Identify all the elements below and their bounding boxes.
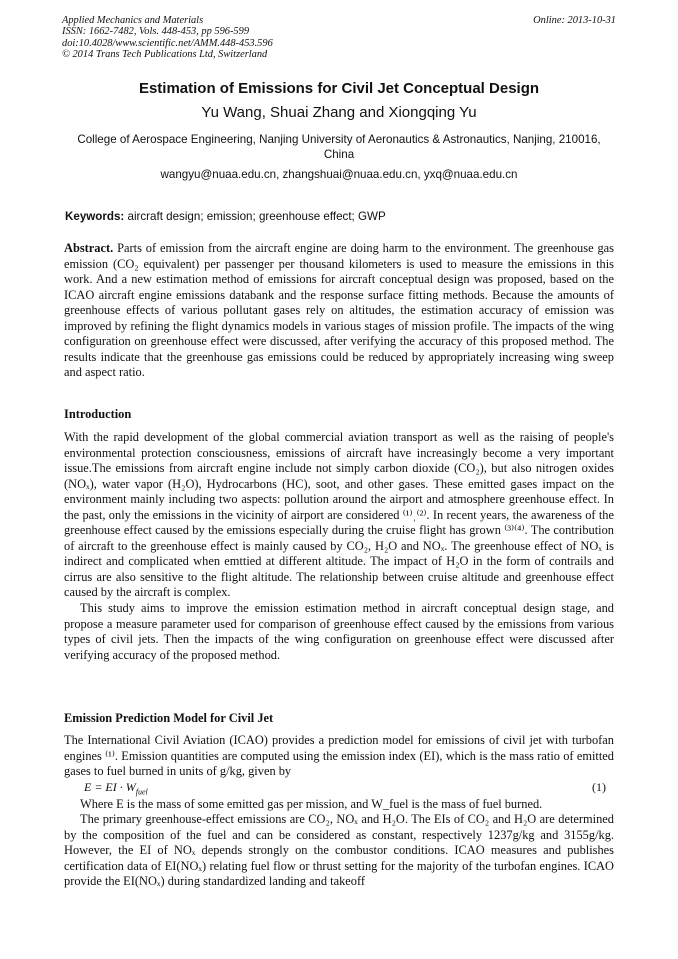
keywords-text: aircraft design; emission; greenhouse effect; GWP	[124, 210, 386, 223]
equation-formula: E = EI · $W_{fuel}$	[84, 779, 148, 797]
abstract	[64, 241, 614, 381]
section-heading-emission-model: Emission Prediction Model for Civil Jet	[64, 711, 274, 725]
intro-paragraph-1: With the rapid development of the global commercial aviation transport as well as the raising of people's environmental protection consciousness, emissions of aircraft have increasingly become a very important issue.The emissions from aircraft engine include not simply carbon dioxide (CO₂), but also nitrogen oxides (NOₓ), water vapor (H₂O), Hydrocarbons (HC), soot, and other gases. These emitted gases impact on the environment mainly including two aspects: pollution around the airport and atmosphere greenhouse effect. In the past, only the emissions in the vicinity of airport are considered ⁽¹⁾ˌ⁽²⁾. In recent years, the awareness of the greenhouse effect caused by the emissions especially during the cruise flight has grown ⁽³⁾⁽⁴⁾. The contribution of aircraft to the greenhouse effect is mainly caused by CO₂, H₂O and NOₓ. The greenhouse effect of NOₓ is indirect and complicated when emttied at different altitude. The impact of H₂O in the form of contrails and cirrus are also sensitive to the flight altitude. The relationship between cruise altitude and greenhouse effect caused by the aircraft is complex.	[64, 430, 614, 600]
authors: Yu Wang, Shuai Zhang and Xiongqing Yu	[201, 104, 477, 121]
equation-1	[64, 780, 614, 797]
journal-name: Applied Mechanics and Materials	[62, 15, 204, 26]
epm-paragraph-3: The primary greenhouse-effect emissions are CO₂, NOₓ and H₂O. The EIs of CO₂ and H₂O are determined by the composition of the fuel and can be considered as constant, respectively 1237g/kg and 3155g/kg. However, the EI of NOₓ depends strongly on the combustor conditions. ICAO measures and publishes certification data of EI(NOₓ) relating fuel flow or thrust setting for the majority of the turbofan engines. ICAO provide the EI(NOₓ) during standardized landing and takeoff	[64, 812, 614, 889]
paper-title: Estimation of Emissions for Civil Jet Conceptual Design	[138, 80, 540, 97]
keywords-label: Keywords:	[65, 210, 125, 223]
epm-paragraph-1: The International Civil Aviation (ICAO) provides a prediction model for emissions of civil jet with turbofan engines ⁽¹⁾. Emission quantities are computed using the emission index (EI), which is the mass ratio of emitted gases to fuel burned in units of g/kg, given by	[64, 733, 614, 779]
doi: doi:10.4028/www.scientific.net/AMM.448-453.596	[62, 37, 273, 49]
affiliation: College of Aerospace Engineering, Nanjing University of Aeronautics & Astronautics, Nanjing, 210016, China	[77, 133, 601, 161]
author-emails: wangyu@nuaa.edu.cn, zhangshuai@nuaa.edu.cn, yxq@nuaa.edu.cn	[160, 168, 518, 181]
introduction-body	[64, 430, 614, 663]
keywords	[65, 210, 386, 223]
epm-paragraph-2: Where E is the mass of some emitted gas per mission, and W_fuel is the mass of fuel burned.	[80, 796, 543, 811]
online-date: Online: 2013-10-31	[533, 15, 616, 26]
issn: ISSN: 1662-7482, Vols. 448-453, pp 596-599	[62, 26, 250, 38]
copyright: © 2014 Trans Tech Publications Ltd, Switzerland	[62, 49, 268, 61]
section-heading-introduction: Introduction	[64, 407, 132, 421]
emission-model-body	[64, 733, 614, 890]
abstract-text: Parts of emission from the aircraft engine are doing harm to the environment. The greenhouse gas emission (CO₂ equivalent) per passenger per thousand kilometers is used to measure the emissions in this work. And a new estimation method of emissions for aircraft conceptual design was proposed, based on the ICAO aircraft engine emissions databank and the response surface fitting methods. Because the amounts of greenhouse effects of various pollutant gases rely on altitudes, the estimation accuracy of emission was improved by refining the flight dynamics models in various stages of mission profile. The impacts of the wing configuration on greenhouse effect were discussed, after verifying the accuracy of this proposed method. The results indicate that the greenhouse gas emissions could be reduced by appropriately increasing wing sweep and aspect ratio.	[64, 241, 614, 380]
journal-header	[62, 15, 616, 61]
intro-paragraph-2: This study aims to improve the emission estimation method in aircraft conceptual design stage, and propose a measure parameter used for comparison of greenhouse effect caused by the emissions from various types of civil jets. Then the impacts of the wing configuration on greenhouse effect were discussed after verifying accuracy of the proposed method.	[64, 601, 614, 662]
abstract-label: Abstract.	[64, 241, 114, 255]
equation-number: (1)	[592, 779, 606, 794]
